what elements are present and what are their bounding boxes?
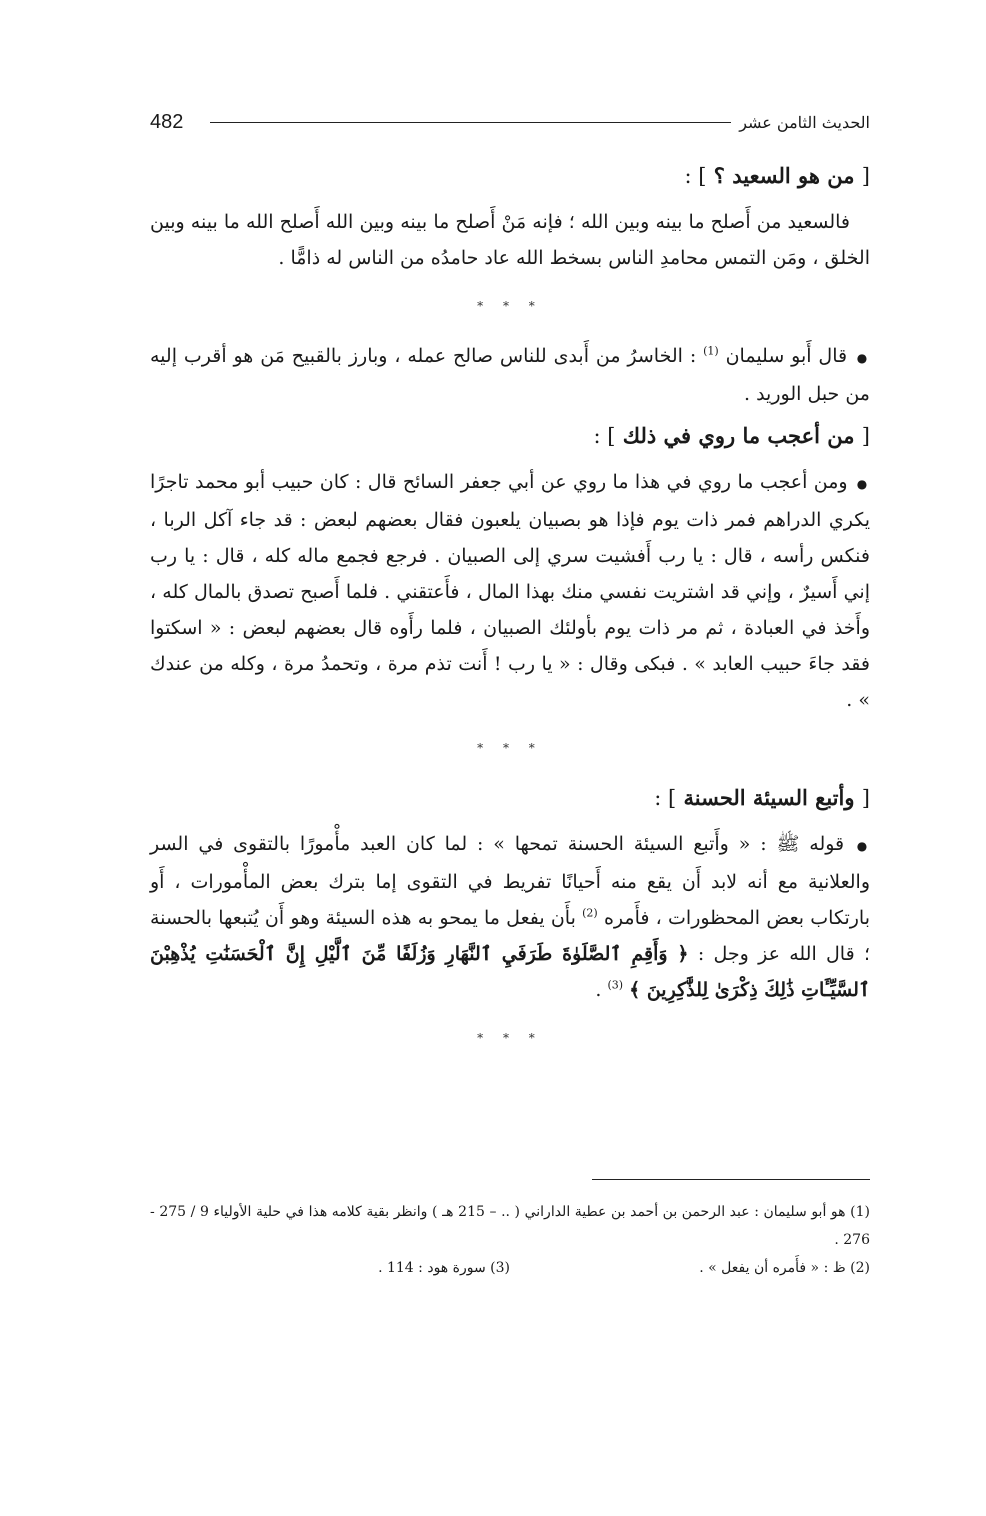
page-number: 482 xyxy=(150,110,184,133)
footnote-2: (2) ظ : « فأَمره أن يفعل » . xyxy=(699,1260,870,1276)
heading-text: وأتبع السيئة الحسنة xyxy=(683,785,855,810)
text-segment: قال أَبو سليمان xyxy=(725,345,848,367)
section-separator: * * * xyxy=(477,1031,543,1045)
section-heading-strangest: [ من أعجب ما روي في ذلك ] : xyxy=(593,423,870,448)
section-separator: * * * xyxy=(477,299,543,313)
page-header xyxy=(150,102,870,142)
text-segment: . xyxy=(595,979,602,1001)
text-segment: بأَن يفعل ما يمحو به هذه السيئة وهو أَن يُتبعها بالحسنة ؛ قال الله عز وجل : xyxy=(150,907,870,965)
footnotes xyxy=(150,1198,870,1282)
footnote-3: (3) سورة هود : 114 . xyxy=(378,1260,510,1276)
text-segment: : الخاسرُ من أَبدى للناس صالح عمله ، وبارز بالقبيح مَن هو أقرب إليه من حبل الوريد . xyxy=(150,345,870,405)
section-heading-good-deed: [ وأتبع السيئة الحسنة ] : xyxy=(654,785,870,810)
main-text xyxy=(150,158,870,1070)
paragraph-happy: فالسعيد من أَصلح ما بينه وبين الله ؛ فإنه مَنْ أَصلح ما بينه وبين الله أَصلح الله ما بينه وبين الخلق ، ومَن التمس محامدِ الناس بسخط الله عاد حامدُه من الناس له ذامًّا . xyxy=(150,211,870,269)
bullet-icon: ● xyxy=(856,351,868,365)
section-heading-happy: [ من هو السعيد ؟ ] : xyxy=(684,163,870,188)
section-separator: * * * xyxy=(477,741,543,755)
heading-text: من هو السعيد ؟ xyxy=(713,163,855,188)
paragraph-habib-story xyxy=(150,464,870,718)
heading-text: من أعجب ما روي في ذلك xyxy=(622,423,855,448)
footnote-ref: (2) xyxy=(582,906,598,920)
text-segment: ومن أعجب ما روي في هذا ما روي عن أبي جعفر السائح قال : كان حبيب أبو محمد تاجرًا يكري الدراهم فمر ذات يوم فإذا هو بصبيان يلعبون فقال بعضهم لبعض : قد جاء آكل الربا ، فنكس رأسه ، قال : يا رب أَفشيت سري إلى الصبيان . فرجع فجمع ماله كله ، قال : يا رب إني أَسيرٌ ، وإني قد اشتريت نفسي منك بهذا المال ، فأَعتقني . فلما أَصبح تصدق بالمال كله ، وأَخذ في العبادة ، ثم مر ذات يوم بأولئك الصبيان ، فلما رأَوه قال بعضهم لبعض : « اسكتوا فقد جاءَ حبيب العابد » . فبكى وقال : « يا رب ! أَنت تذم مرة ، وتحمدُ مرة ، وكله من عندك » . xyxy=(150,471,870,711)
footnote-row xyxy=(150,1254,870,1282)
footnote-rule xyxy=(592,1179,870,1180)
text-segment: قوله ﷺ : « وأَتبع السيئة الحسنة تمحها » : لما كان العبد مأْمورًا بالتقوى في السر والعلانية مع أنه لابد أَن يقع منه أَحيانًا تفريط في التقوى إما بترك بعض المأْمورات ، أَو بارتكاب بعض المحظورات ، فأَمره xyxy=(150,833,870,929)
running-title: الحديث الثامن عشر xyxy=(739,112,870,132)
quran-verse: ﴿ وَأَقِمِ ٱلصَّلَوٰةَ طَرَفَيِ ٱلنَّهَارِ وَزُلَفًا مِّنَ ٱلَّيْلِ إِنَّ ٱلْحَسَنَٰتِ يُذْهِبْنَ ٱلسَّيِّـَٔاتِ ذَٰلِكَ ذِكْرَىٰ لِلذَّٰكِرِينَ ﴾ xyxy=(150,943,870,1001)
footnote-ref: (1) xyxy=(703,344,719,358)
footnote-ref: (3) xyxy=(607,978,624,992)
bullet-icon: ● xyxy=(856,839,868,853)
paragraph-abu-sulayman xyxy=(150,338,870,412)
paragraph-good-deed xyxy=(150,826,870,1008)
footnote-1: (1) هو أبو سليمان : عبد الرحمن بن أحمد بن عطية الداراني ( .. – 215 هـ ) وانظر بقية كلامه هذا في حلية الأولياء 9 / 275 - 276 . xyxy=(150,1204,870,1248)
bullet-icon: ● xyxy=(856,477,868,491)
header-rule xyxy=(210,122,731,123)
